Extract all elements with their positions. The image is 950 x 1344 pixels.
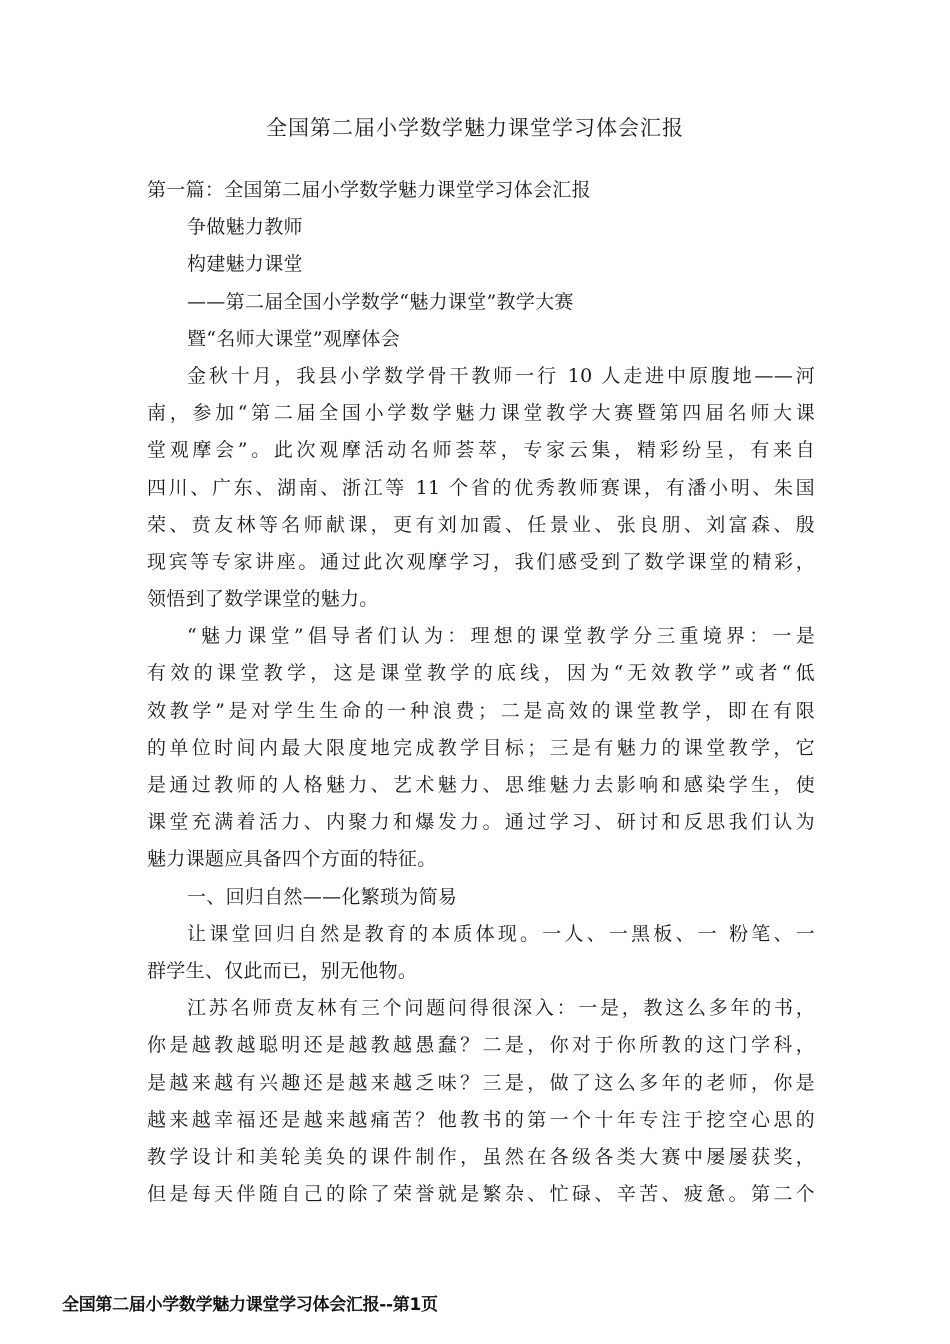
text-line: 是通过教师的人格魅力、艺术魅力、思维魅力去影响和感染学生，使: [147, 774, 815, 796]
text-line: 堂观摩会”。此次观摩活动名师荟萃，专家云集，精彩纷呈，有来自: [147, 439, 815, 462]
text-line: 现宾等专家讲座。通过此次观摩学习，我们感受到了数学课堂的精彩，: [147, 550, 815, 573]
text-line: 课堂充满着活力、内聚力和爆发力。通过学习、研讨和反思我们认为: [147, 811, 815, 834]
text-line: 一、回归自然——化繁琐为简易: [187, 885, 458, 908]
text-line: 四川、广东、湖南、浙江等 11 个省的优秀教师赛课，有潘小明、朱国: [147, 476, 815, 499]
text-line: 你是越教越聪明还是越教越愚蠢？二是，你对于你所教的这门学科，: [147, 1034, 815, 1057]
text-line: 的单位时间内最大限度地完成教学目标；三是有魅力的课堂教学，它: [147, 736, 815, 759]
text-line: 有效的课堂教学，这是课堂教学的底线，因为“无效教学”或者“低: [147, 662, 815, 685]
page-title: 全国第二届小学数学魅力课堂学习体会汇报: [266, 116, 684, 140]
page-footer: 全国第二届小学数学魅力课堂学习体会汇报--第1页: [62, 1295, 438, 1315]
text-line: 但是每天伴随自己的除了荣誉就是繁杂、忙碌、辛苦、疲惫。第二个: [147, 1183, 815, 1206]
text-line: 是越来越有兴趣还是越来越乏味？三是，做了这么多年的老师，你是: [147, 1071, 815, 1094]
text-line: 领悟到了数学课堂的魅力。: [147, 588, 379, 611]
text-line: ——第二届全国小学数学“魅力课堂”教学大赛: [187, 290, 574, 313]
text-line: 效教学”是对学生生命的一种浪费；二是高效的课堂教学，即在有限: [147, 699, 815, 722]
text-line: 金秋十月，我县小学数学骨干教师一行 10 人走进中原腹地——河: [187, 364, 815, 387]
text-line: 教学设计和美轮美奂的课件制作，虽然在各级各类大赛中屡屡获奖，: [147, 1145, 815, 1168]
text-line: 江苏名师贲友林有三个问题问得很深入：一是，教这么多年的书，: [187, 997, 815, 1020]
text-line: 南，参加“第二届全国小学数学魅力课堂教学大赛暨第四届名师大课: [147, 402, 815, 425]
text-line: “魅力课堂”倡导者们认为：理想的课堂教学分三重境界：一是: [187, 625, 815, 648]
text-line: 群学生、仅此而已，别无他物。: [147, 959, 418, 982]
text-line: 荣、贲友林等名师献课，更有刘加霞、任景业、张良朋、刘富森、殷: [147, 513, 815, 536]
document-body: [147, 172, 815, 1213]
text-line: 越来越幸福还是越来越痛苦？他教书的第一个十年专注于挖空心思的: [147, 1108, 815, 1131]
text-line: 魅力课题应具备四个方面的特征。: [147, 848, 437, 871]
text-line: 构建魅力课堂: [187, 253, 303, 276]
text-line: 争做魅力教师: [187, 216, 303, 239]
text-line: 第一篇：全国第二届小学数学魅力课堂学习体会汇报: [147, 179, 591, 201]
text-line: 让课堂回归自然是教育的本质体现。一人、一黑板、一 粉笔、一: [187, 922, 815, 945]
text-line: 暨“名师大课堂”观摩体会: [187, 327, 401, 350]
